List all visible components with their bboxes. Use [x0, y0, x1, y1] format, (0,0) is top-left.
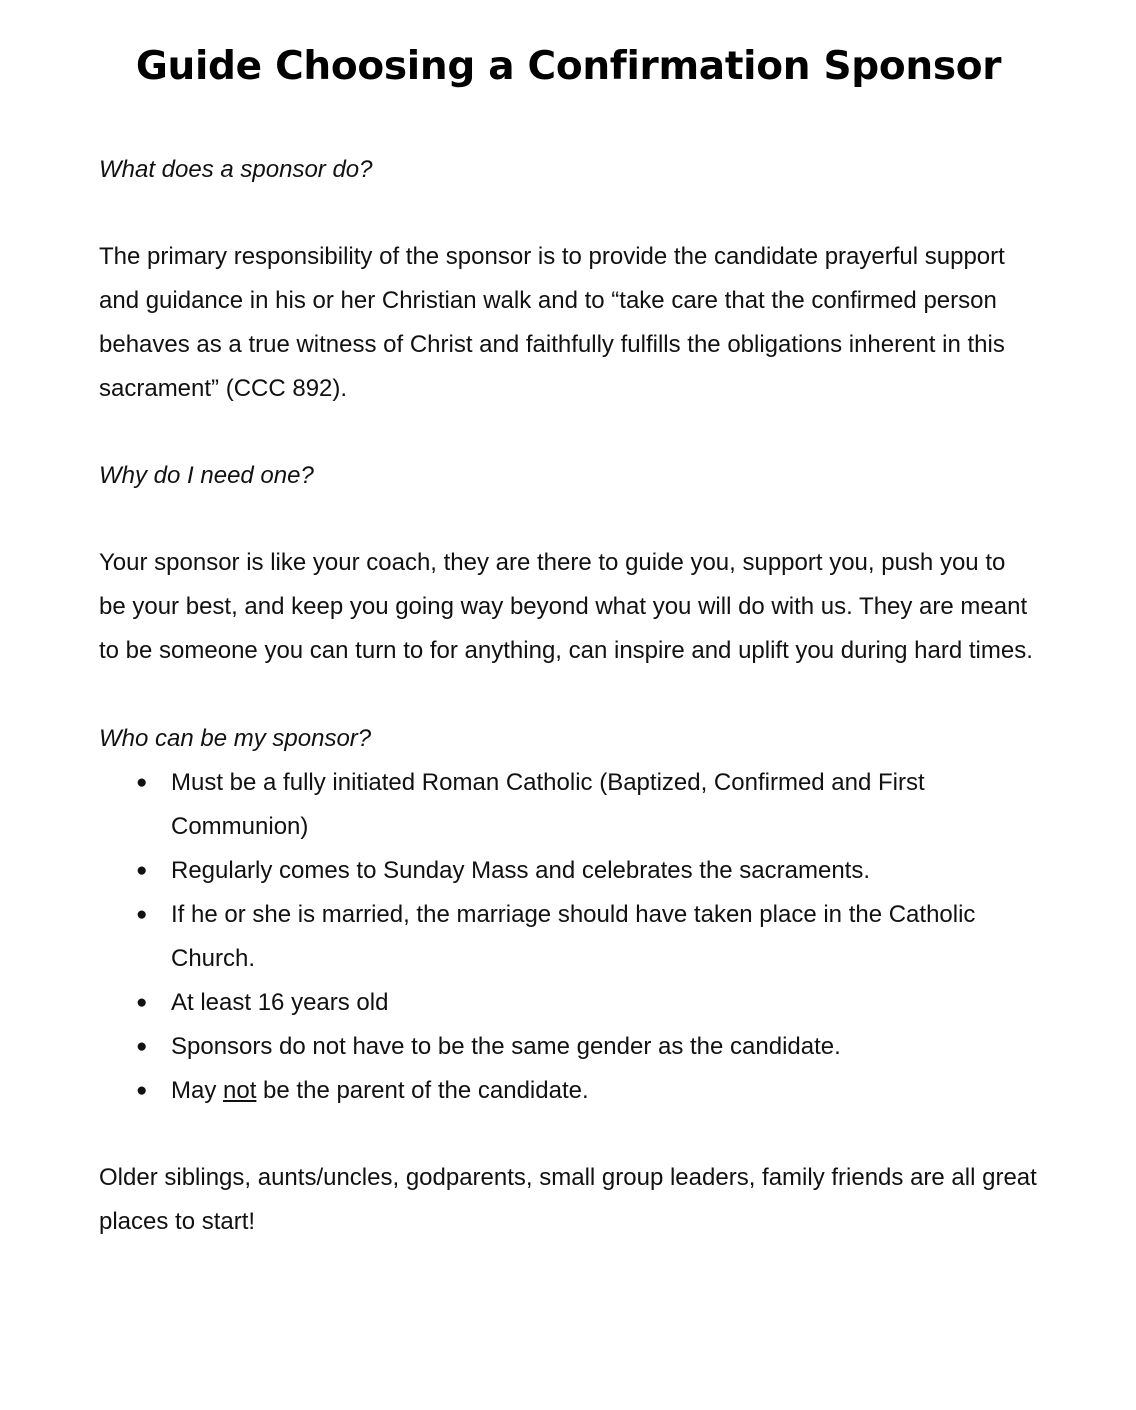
list-item — [99, 893, 1038, 981]
question-who-can-be-sponsor: Who can be my sponsor? — [99, 725, 372, 752]
list-item-text: At least 16 years old — [171, 989, 389, 1016]
list-item-text: If he or she is married, the marriage should have taken place in the Catholic Church. — [171, 901, 976, 972]
bullet-icon: ● — [136, 1036, 148, 1057]
bullet-icon: ● — [136, 772, 148, 793]
list-item-text-before: May — [171, 1077, 224, 1104]
sponsor-requirements-list — [99, 761, 1038, 1113]
bullet-icon: ● — [136, 904, 148, 925]
page-title: Guide Choosing a Confirmation Sponsor — [135, 44, 1002, 89]
bullet-icon: ● — [136, 992, 148, 1013]
list-item — [99, 1069, 1038, 1113]
list-item — [99, 761, 1038, 849]
bullet-icon: ● — [136, 1080, 148, 1101]
list-item-text: Must be a fully initiated Roman Catholic (Baptized, Confirmed and First Communion) — [171, 769, 925, 840]
closing-paragraph: Older siblings, aunts/uncles, godparents, small group leaders, family friends are all great places to start! — [99, 1164, 1037, 1235]
list-item-text-after: be the parent of the candidate. — [256, 1077, 589, 1104]
question-why-need-one: Why do I need one? — [99, 462, 314, 489]
list-item — [99, 981, 1038, 1025]
answer-why-need-one: Your sponsor is like your coach, they are there to guide you, support you, push you to be your best, and keep you going way beyond what you will do with us. They are meant to be someone you can turn to for anything, can inspire and uplift you during hard times. — [99, 549, 1033, 664]
answer-what-does-sponsor-do: The primary responsibility of the sponsor is to provide the candidate prayerful support and guidance in his or her Christian walk and to “take care that the confirmed person behaves as a true witness of Christ and faithfully fulfills the obligations inherent in this sacrament” (CCC 892). — [99, 243, 1005, 402]
question-what-does-sponsor-do: What does a sponsor do? — [99, 156, 373, 183]
bullet-icon: ● — [136, 860, 148, 881]
list-item-text: Sponsors do not have to be the same gender as the candidate. — [171, 1033, 841, 1060]
emphasis-not: not — [223, 1077, 257, 1104]
list-item-text: Regularly comes to Sunday Mass and celebrates the sacraments. — [171, 857, 871, 884]
list-item — [99, 849, 1038, 893]
list-item — [99, 1025, 1038, 1069]
